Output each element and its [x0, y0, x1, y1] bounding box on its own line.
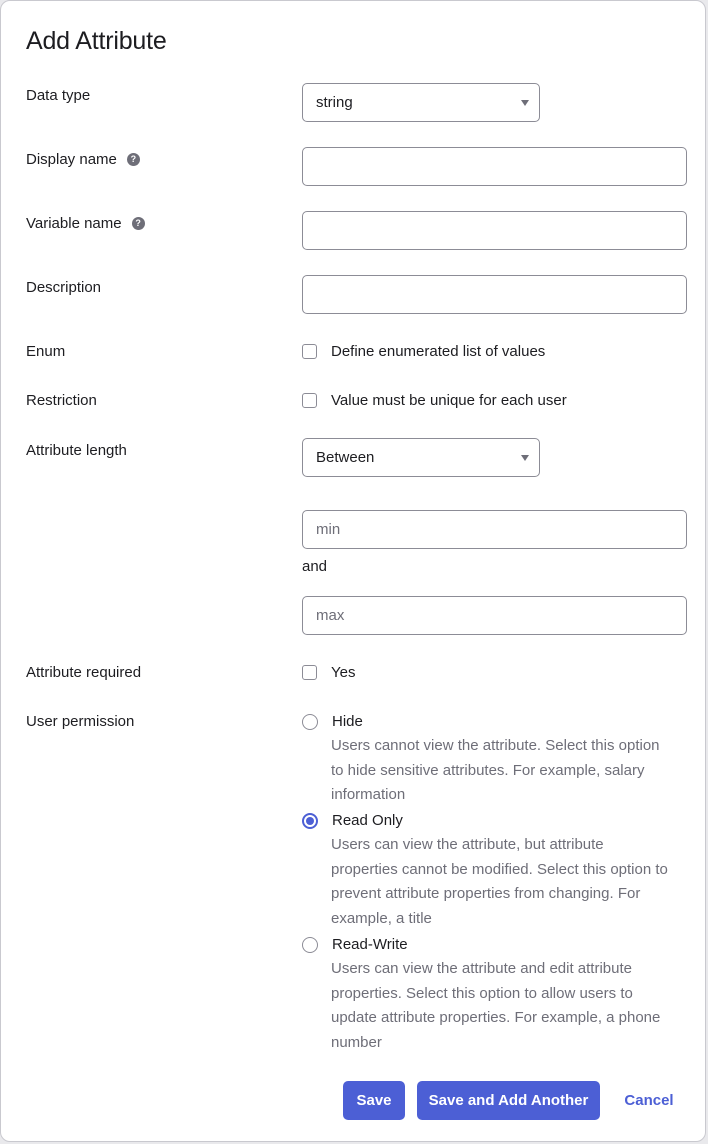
radio-read-write-description — [331, 957, 691, 1056]
attribute-length-select[interactable] — [302, 438, 540, 477]
help-icon[interactable]: ? — [132, 217, 145, 230]
display-name-label — [26, 151, 140, 168]
attribute-required-checkbox[interactable] — [302, 665, 317, 680]
description-line: prevent attribute properties from changing. For — [331, 885, 641, 903]
data-type-label — [26, 87, 90, 104]
description-line: properties cannot be modified. Select this option to — [331, 860, 668, 878]
description-input[interactable] — [302, 275, 687, 314]
attribute-required-label — [26, 664, 141, 681]
attribute-required-label-text: Attribute required — [26, 664, 142, 681]
attribute-required-checkbox-row[interactable] — [302, 664, 355, 681]
attribute-length-label-text: Attribute length — [26, 442, 127, 459]
variable-name-label-text: Variable name — [26, 215, 122, 232]
enum-checkbox[interactable] — [302, 344, 317, 359]
restriction-option-label: Value must be unique for each user — [331, 392, 567, 409]
radio-read-write-row[interactable] — [302, 936, 408, 953]
chevron-down-icon — [521, 455, 529, 461]
user-permission-label-text: User permission — [26, 713, 135, 730]
min-length-input[interactable] — [302, 510, 687, 549]
restriction-checkbox[interactable] — [302, 393, 317, 408]
user-permission-label — [26, 713, 134, 730]
variable-name-input[interactable] — [302, 211, 687, 250]
save-button[interactable]: Save — [343, 1081, 405, 1120]
radio-read-only[interactable] — [302, 813, 318, 829]
save-and-add-another-button[interactable]: Save and Add Another — [417, 1081, 600, 1120]
description-line: number — [331, 1034, 382, 1052]
display-name-label-text: Display name — [26, 151, 117, 168]
cancel-button[interactable]: Cancel — [615, 1081, 683, 1120]
enum-label-text: Enum — [26, 343, 66, 360]
description-line: update attribute properties. For example, a phone — [331, 1009, 661, 1027]
chevron-down-icon — [521, 100, 529, 106]
restriction-checkbox-row[interactable] — [302, 392, 567, 409]
help-icon[interactable]: ? — [127, 153, 140, 166]
radio-read-write-label: Read-Write — [332, 936, 408, 953]
description-line: Users can view the attribute, but attribute — [331, 836, 604, 853]
radio-read-only-label: Read Only — [332, 812, 403, 829]
description-line: properties. Select this option to allow users to — [331, 984, 633, 1002]
restriction-label-text: Restriction — [26, 392, 97, 409]
dialog-title: Add Attribute — [26, 27, 167, 55]
max-length-input[interactable] — [302, 596, 687, 635]
radio-read-only-row[interactable] — [302, 812, 403, 829]
data-type-select[interactable] — [302, 83, 540, 122]
radio-hide-label: Hide — [332, 713, 363, 730]
data-type-label-text: Data type — [26, 87, 91, 104]
description-line: Users cannot view the attribute. Select this option — [331, 737, 660, 754]
and-label: and — [302, 558, 328, 575]
restriction-label — [26, 392, 97, 409]
enum-checkbox-row[interactable] — [302, 343, 545, 360]
attribute-length-label — [26, 442, 127, 459]
description-line: information — [331, 786, 406, 804]
display-name-input[interactable] — [302, 147, 687, 186]
variable-name-label — [26, 215, 145, 232]
radio-read-only-description — [331, 833, 691, 932]
radio-hide[interactable] — [302, 714, 318, 730]
enum-label — [26, 343, 65, 360]
radio-hide-row[interactable] — [302, 713, 363, 730]
description-line: Users can view the attribute and edit attribute — [331, 960, 632, 977]
radio-read-write[interactable] — [302, 937, 318, 953]
data-type-value: string — [316, 94, 353, 111]
description-label-text: Description — [26, 279, 102, 296]
attribute-length-value: Between — [316, 449, 375, 466]
description-line: example, a title — [331, 910, 432, 928]
attribute-required-option-label: Yes — [331, 664, 356, 681]
description-label — [26, 279, 101, 296]
enum-option-label: Define enumerated list of values — [331, 343, 546, 360]
description-line: to hide sensitive attributes. For example, salary — [331, 761, 645, 779]
radio-hide-description — [331, 734, 691, 808]
